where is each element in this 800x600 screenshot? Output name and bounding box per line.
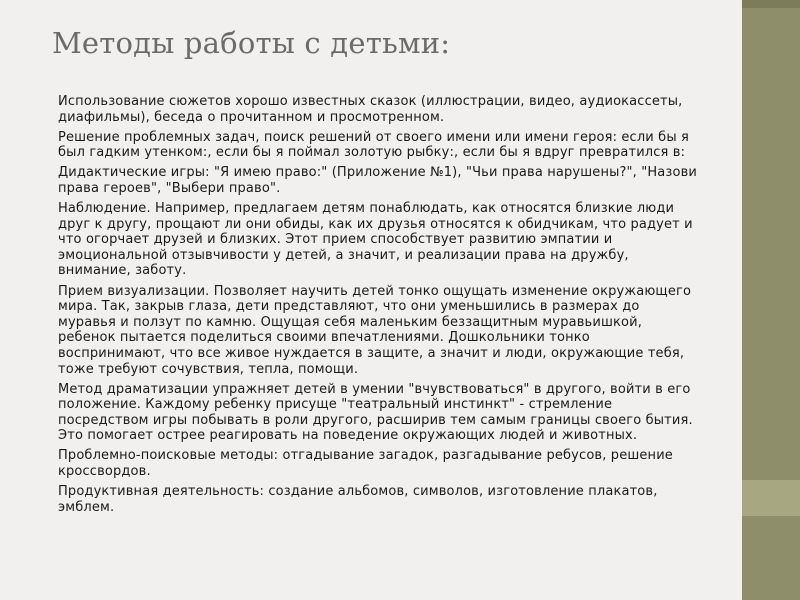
slide-body-text — [58, 94, 700, 520]
paragraph-problem-solving: Решение проблемных задач, поиск решений от своего имени или имени героя: если бы я был гадким утенком:, если бы я поймал золотую рыбку:, если бы я вдруг превратился в: — [58, 129, 689, 161]
sidebar-top-accent — [742, 0, 800, 8]
paragraph-search-methods: Проблемно-поисковые методы: отгадывание загадок, разгадывание ребусов, решение кроссвордов. — [58, 448, 673, 480]
paragraph-observation: Наблюдение. Например, предлагаем детям понаблюдать, как относятся близкие люди друг к другу, прощают ли они обиды, как их друзья относятся к обидчикам, что радует и что огорчает друзей и близких. Этот прием способствует развитию эмпатии и эмоциональной отзывчивости у детей, а значит, и реализации права на дружбу, внимание, заботу. — [58, 201, 693, 279]
paragraph-productive-activity: Продуктивная деятельность: создание альбомов, символов, изготовление плакатов, эмблем. — [58, 484, 658, 515]
slide-title: Методы работы с детьми: — [52, 26, 451, 60]
paragraph-fairy-tales: Использование сюжетов хорошо известных сказок (иллюстрации, видео, аудиокассеты, диафильмы), беседа о прочитанном и просмотренном. — [58, 94, 683, 125]
paragraph-dramatization: Метод драматизации упражняет детей в умении "вчувствоваться" в другого, войти в его положение. Каждому ребенку присуще "театральный инстинкт" - стремление посредством игры побывать в роли другого, расширив тем самым границы своего бытия. Это помогает острее реагировать на поведение окружающих людей и животных. — [58, 381, 693, 444]
paragraph-visualization: Прием визуализации. Позволяет научить детей тонко ощущать изменение окружающего мира. Так, закрыв глаза, дети представляют, что они уменьшились в размерах до муравья и ползут по камню. Ощущая себя маленьким беззащитным муравьишкой, ребенок пытается поделиться своими впечатлениями. Дошкольники тонко воспринимают, что все живое нуждается в защите, а значит и люди, окружающие тебя, тоже требуют сочувствия, тепла, помощи. — [58, 283, 692, 377]
paragraph-didactic-games: Дидактические игры: "Я имею право:" (Приложение №1), "Чьи права нарушены?", "Назови права героев", "Выбери право". — [58, 165, 697, 196]
sidebar-accent-band — [742, 480, 800, 516]
